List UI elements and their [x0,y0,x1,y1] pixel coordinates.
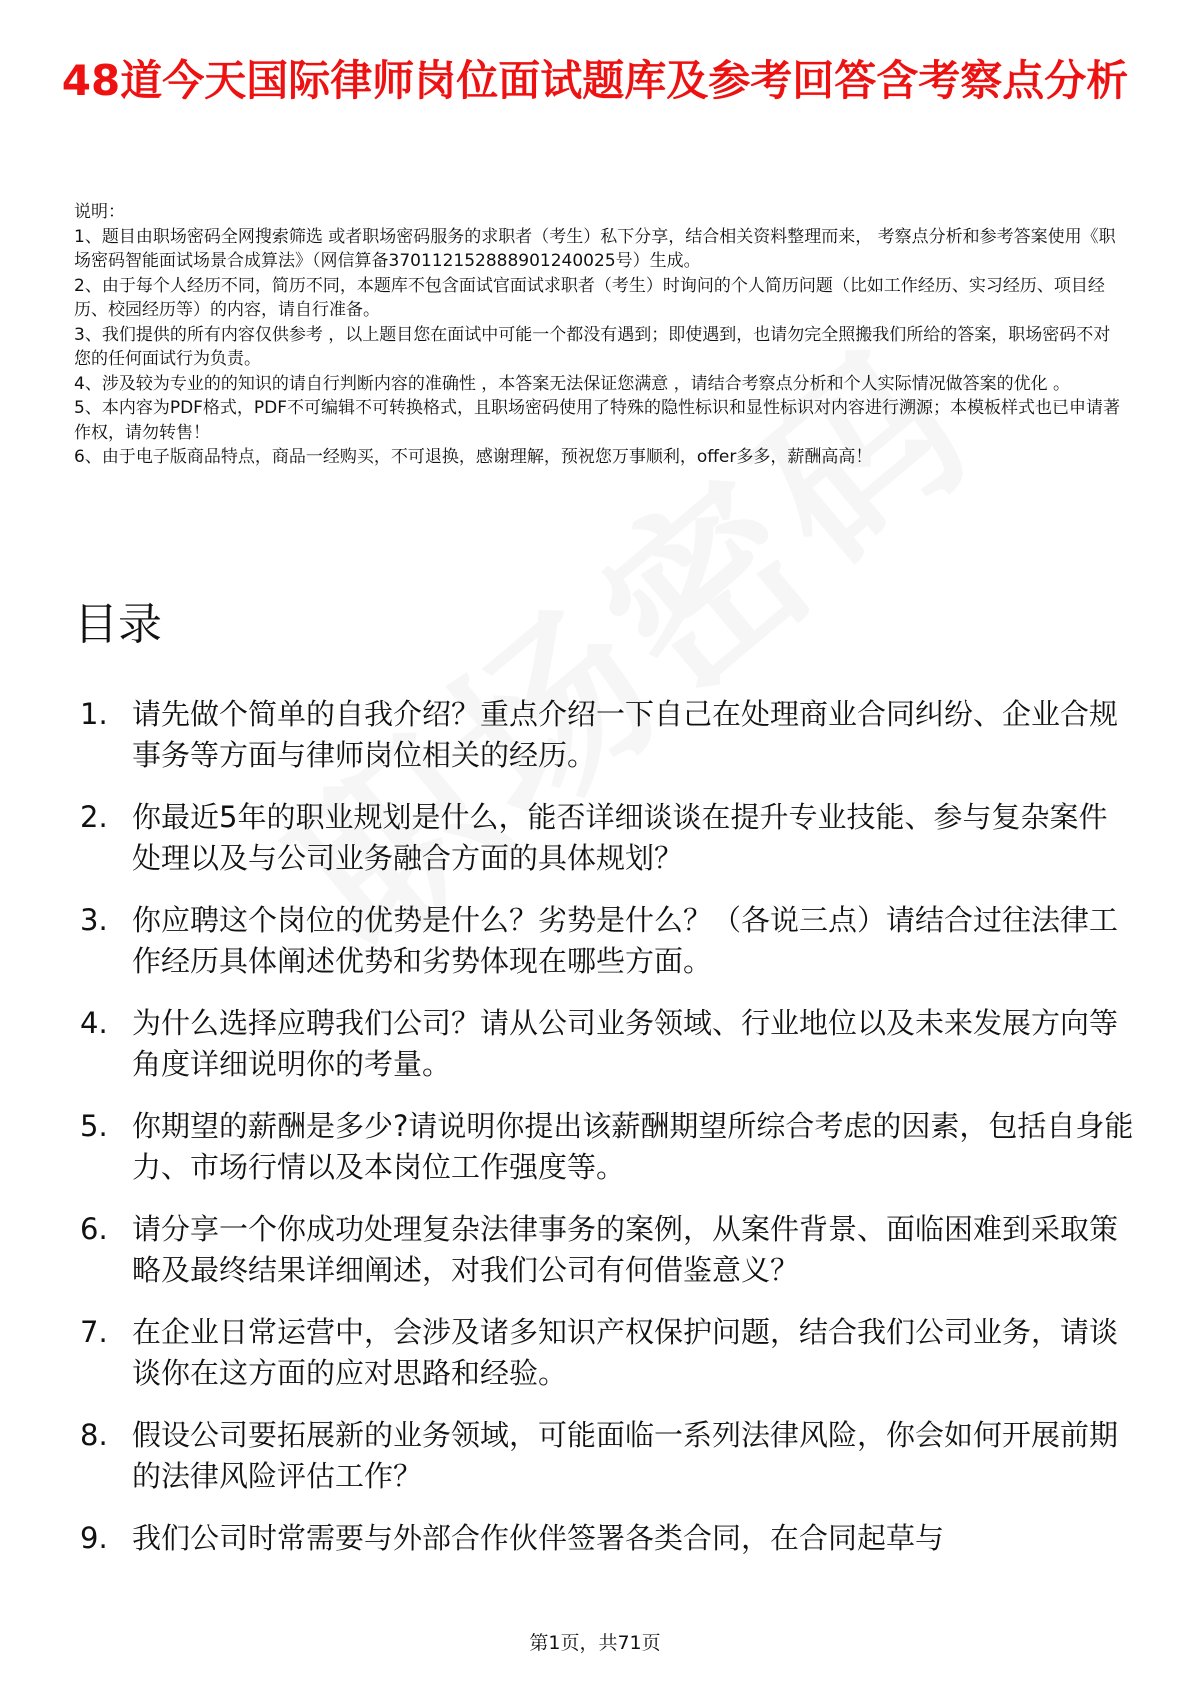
toc-item-text: 请分享一个你成功处理复杂法律事务的案例，从案件背景、面临困难到采取策略及最终结果详细阐述，对我们公司有何借鉴意义？ [132,1212,1119,1287]
toc-item-text: 假设公司要拓展新的业务领域，可能面临一系列法律风险，你会如何开展前期的法律风险评估工作？ [132,1418,1119,1493]
toc-item-text: 请先做个简单的自我介绍？重点介绍一下自己在处理商业合同纠纷、企业合规事务等方面与律师岗位相关的经历。 [132,697,1119,772]
toc-list [74,694,1134,1580]
note-item: 5、本内容为PDF格式，PDF不可编辑不可转换格式，且职场密码使用了特殊的隐性标识和显性标识对内容进行溯源；本模板样式也已申请著作权，请勿转售！ [74,398,1121,443]
toc-item[interactable] [74,797,1134,879]
page-footer: 第1页，共71页 [529,1632,661,1654]
toc-item[interactable] [74,1106,1134,1188]
note-item: 4、涉及较为专业的的知识的请自行判断内容的准确性 ，本答案无法保证您满意 ，请结合考察点分析和个人实际情况做答案的优化 。 [74,373,1071,394]
document-title: 48道今天国际律师岗位面试题库及参考回答含考察点分析 [61,56,1129,105]
toc-item-text: 你最近5年的职业规划是什么，能否详细谈谈在提升专业技能、参与复杂案件处理以及与公司业务融合方面的具体规划？ [132,800,1108,875]
toc-item[interactable] [74,1312,1134,1394]
toc-item-number: 7. [80,1315,108,1349]
toc-item[interactable] [74,1518,1134,1559]
toc-item-number: 4. [80,1006,108,1040]
note-item: 1、题目由职场密码全网搜索筛选 或者职场密码服务的求职者（考生）私下分享，结合相关资料整理而来， 考察点分析和参考答案使用《职场密码智能面试场景合成算法》（网信算备370112152888901240025号）生成。 [74,226,1116,271]
note-item: 3、我们提供的所有内容仅供参考 ，以上题目您在面试中可能一个都没有遇到；即使遇到，也请勿完全照搬我们所给的答案，职场密码不对您的任何面试行为负责。 [74,324,1111,369]
toc-item-text: 为什么选择应聘我们公司？请从公司业务领域、行业地位以及未来发展方向等角度详细说明你的考量。 [132,1006,1119,1081]
toc-item-number: 8. [80,1418,108,1452]
toc-item-text: 我们公司时常需要与外部合作伙伴签署各类合同，在合同起草与 [132,1521,945,1555]
toc-item-number: 5. [80,1109,108,1143]
toc-item-number: 3. [80,903,108,937]
toc-item-text: 你应聘这个岗位的优势是什么？劣势是什么？（各说三点）请结合过往法律工作经历具体阐述优势和劣势体现在哪些方面。 [132,903,1119,978]
toc-item-number: 9. [80,1521,108,1555]
toc-item-number: 2. [80,800,108,834]
notes-heading: 说明： [74,202,125,222]
note-item: 2、由于每个人经历不同，简历不同，本题库不包含面试官面试求职者（考生）时询问的个人简历问题（比如工作经历、实习经历、项目经历、校园经历等）的内容，请自行准备。 [74,275,1105,320]
toc-item-text: 你期望的薪酬是多少?请说明你提出该薪酬期望所综合考虑的因素，包括自身能力、市场行情以及本岗位工作强度等。 [132,1109,1134,1184]
toc-item[interactable] [74,900,1134,982]
toc-heading: 目录 [74,599,162,650]
toc-item[interactable] [74,1209,1134,1291]
notes-section [74,200,1124,470]
toc-item-number: 6. [80,1212,108,1246]
toc-item-text: 在企业日常运营中，会涉及诸多知识产权保护问题，结合我们公司业务，请谈谈你在这方面的应对思路和经验。 [132,1315,1119,1390]
toc-item[interactable] [74,694,1134,776]
toc-item[interactable] [74,1003,1134,1085]
toc-item[interactable] [74,1415,1134,1497]
note-item: 6、由于电子版商品特点，商品一经购买，不可退换，感谢理解，预祝您万事顺利，offer多多，薪酬高高！ [74,447,873,467]
toc-item-number: 1. [80,697,108,731]
